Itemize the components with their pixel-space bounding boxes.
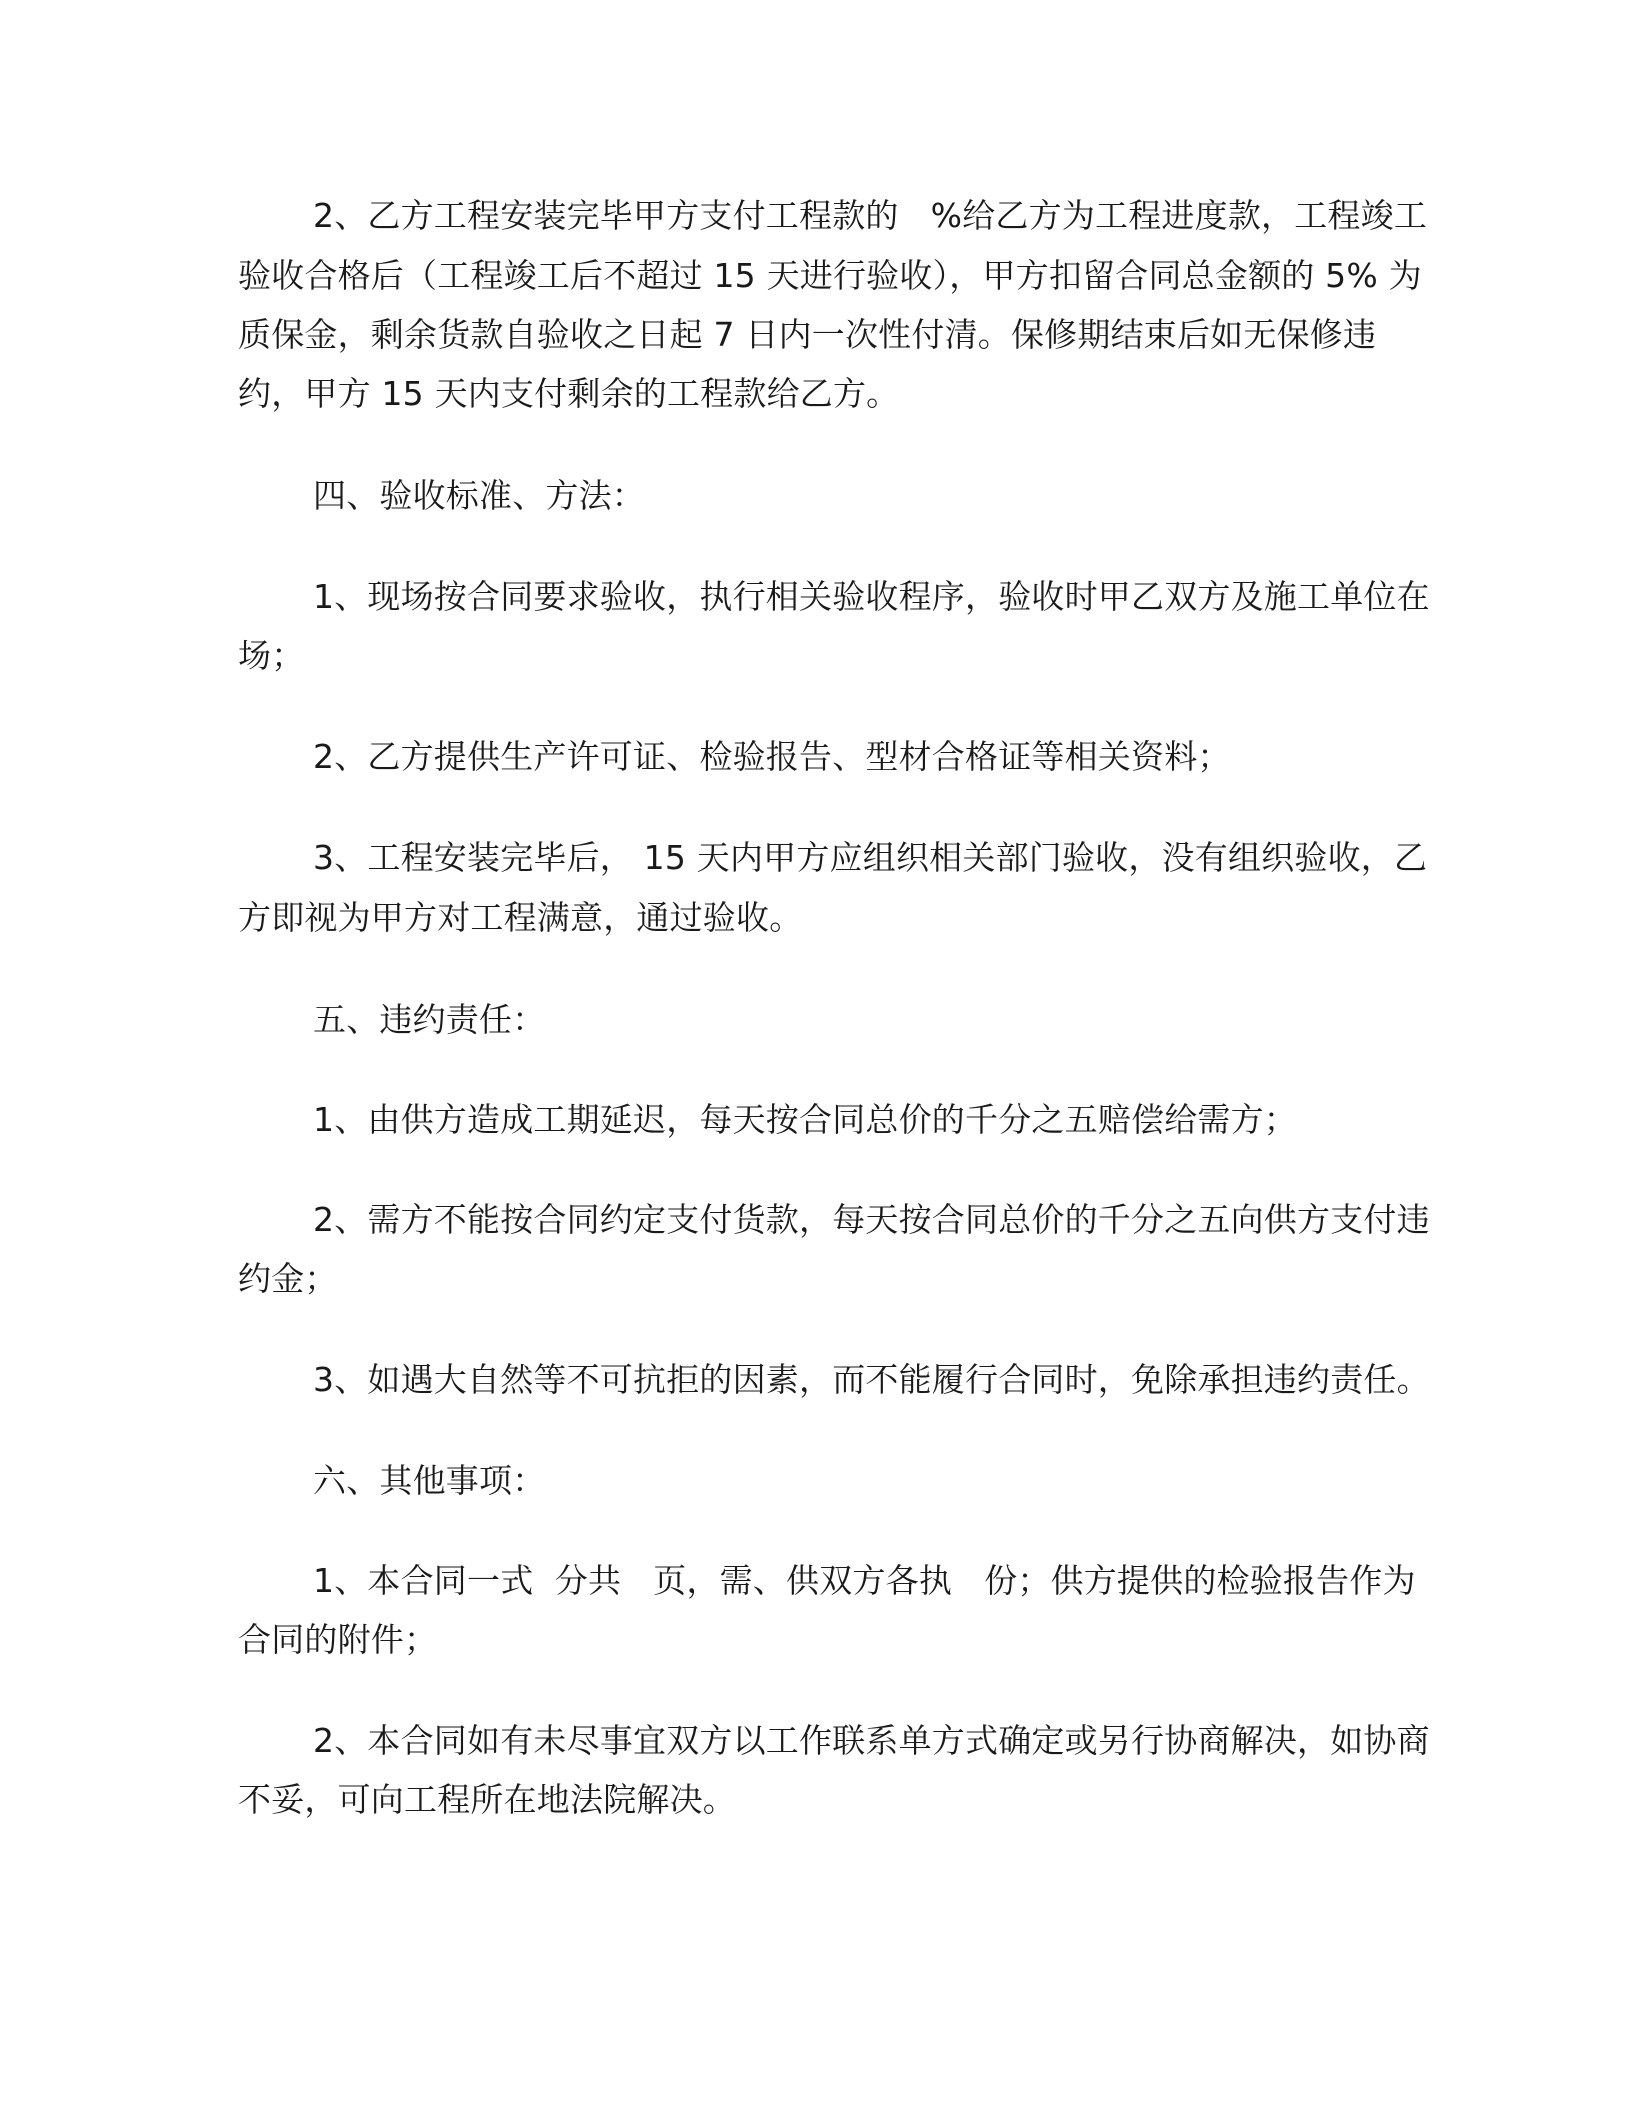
paragraph-2-payment-line-1: 2、乙方工程安装完毕甲方支付工程款的 %给乙方为工程进度款，工程竣工: [313, 196, 1428, 235]
other-item-1-line-1: 1、本合同一式 分共 页，需、供双方各执 份；供方提供的检验报告作为: [313, 1561, 1416, 1600]
liability-item-2-line-1: 2、需方不能按合同约定支付货款，每天按合同总价的千分之五向供方支付违: [313, 1200, 1430, 1239]
paragraph-2-payment-line-3: 质保金，剩余货款自验收之日起 7 日内一次性付清。保修期结束后如无保修违: [238, 315, 1377, 354]
acceptance-item-3-line-2: 方即视为甲方对工程满意，通过验收。: [238, 898, 803, 937]
paragraph-2-payment-line-4: 约，甲方 15 天内支付剩余的工程款给乙方。: [238, 374, 900, 413]
section-heading-other: 六、其他事项：: [313, 1461, 546, 1500]
acceptance-item-2: 2、乙方提供生产许可证、检验报告、型材合格证等相关资料；: [313, 737, 1231, 776]
acceptance-item-1-line-1: 1、现场按合同要求验收，执行相关验收程序，验收时甲乙双方及施工单位在: [313, 577, 1430, 616]
other-item-2-line-1: 2、本合同如有未尽事宜双方以工作联系单方式确定或另行协商解决，如协商: [313, 1721, 1430, 1760]
acceptance-item-1-line-2: 场；: [238, 636, 305, 675]
section-heading-liability: 五、违约责任：: [313, 1000, 546, 1039]
liability-item-1: 1、由供方造成工期延迟，每天按合同总价的千分之五赔偿给需方；: [313, 1100, 1297, 1139]
other-item-2-line-2: 不妥，可向工程所在地法院解决。: [238, 1780, 736, 1819]
acceptance-item-3-line-1: 3、工程安装完毕后， 15 天内甲方应组织相关部门验收，没有组织验收，乙: [313, 838, 1428, 877]
paragraph-2-payment-line-2: 验收合格后（工程竣工后不超过 15 天进行验收），甲方扣留合同总金额的 5% 为: [238, 256, 1422, 295]
other-item-1-line-2: 合同的附件；: [238, 1620, 438, 1659]
liability-item-2-line-2: 约金；: [238, 1259, 338, 1298]
liability-item-3: 3、如遇大自然等不可抗拒的因素，而不能履行合同时，免除承担违约责任。: [313, 1360, 1430, 1399]
section-heading-acceptance: 四、验收标准、方法：: [313, 476, 645, 515]
